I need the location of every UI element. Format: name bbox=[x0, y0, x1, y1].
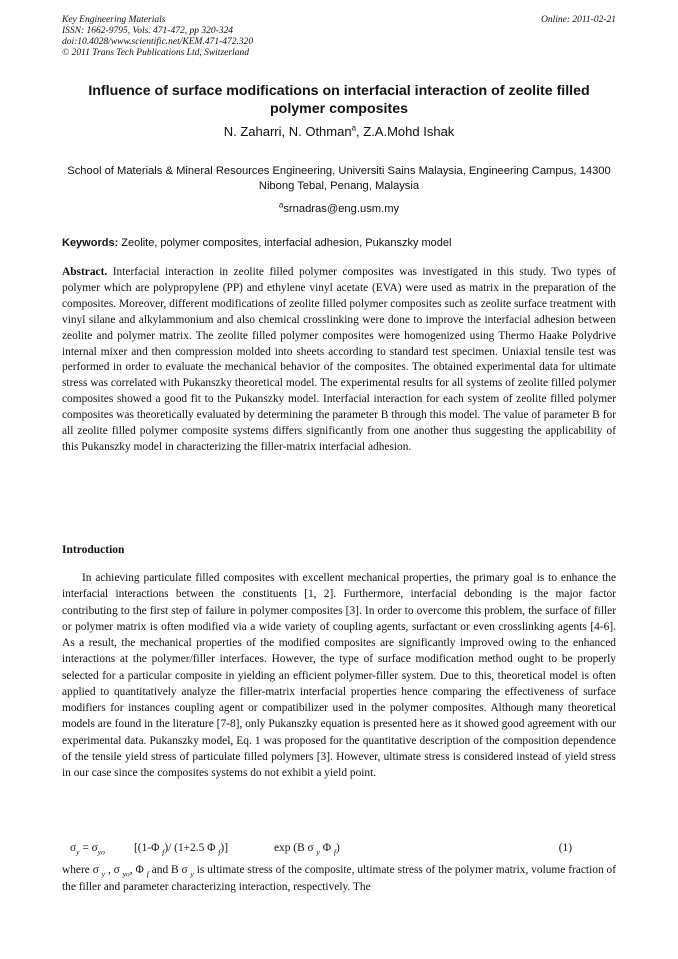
copyright-line: © 2011 Trans Tech Publications Ltd, Switzerland bbox=[62, 48, 249, 58]
affiliation-mark: a bbox=[351, 123, 357, 133]
abstract-text: Interfacial interaction in zeolite filled polymer composites was investigated in this study. Two types of polymer which are polypropylene (PP) and ethylene vinyl acetate (EVA) were used as matrix in the preparation of the composites. Moreover, different modifications of zeolite filled polymer composites such as zeolite surface treatment with vinyl silane and alkylammonium and also chemical crosslinking were done to improve the interfacial adhesion between zeolite and polymer matrix. The zeolite filled polymer composites were homogenized using Thermo Haake Polydrive internal mixer and then compression molded into sheets according to standard test specimen. Uniaxial tensile test was performed in order to evaluate the mechanical behavior of the composites. The obtained experimental data for ultimate stress was correlated with Pukanszky theoretical model. The experimental results for all systems of zeolite filled polymer composites showed a good fit to the Pukanszky model. Interfacial interaction for each system of zeolite filled polymer composites was theoretically evaluated by determining the parameter B through this model. The value of parameter B for all zeolite filled polymer composite systems differs significantly from one another thus suggesting the applicability of this Pukanszky model in characterizing the filler-matrix interfacial adhesion. bbox=[62, 266, 616, 453]
eq-sub-f: f bbox=[162, 847, 165, 857]
sep-1: , σ bbox=[105, 864, 123, 876]
author-names: N. Zaharri, N. Othman bbox=[223, 124, 352, 139]
eq-bracket-close: )] bbox=[220, 842, 229, 854]
eq-sub-y: y bbox=[76, 847, 80, 857]
equation-number: (1) bbox=[558, 842, 572, 854]
equation-1 bbox=[62, 840, 616, 858]
sub-y: y bbox=[101, 869, 106, 879]
eq-phi: Φ bbox=[319, 842, 334, 854]
equation-bracket bbox=[134, 840, 228, 856]
introduction-paragraph: In achieving particulate filled composites with excellent mechanical properties, the primary goal is to enhance the interfacial interactions between the constituents [1, 2]. Furthermore, interfacial debonding is the major factor contributing to the first step of failure in polymer composites [3]. In order to overcome this problem, the surface of filler or polymer matrix is often modified via a wide variety of coupling agents, surfactant or even crosslinking agents [4-6]. As a result, the mechanical properties of the modified composites are significantly improved owing to the enhanced interactions at the polymer/filler interfaces. However, the type of surface modification method ought to be properly selected for a particular composite in yielding an efficient polymer-filler system. Due to this, theoretical model is often applied to quantitatively analyze the filler-matrix interfacial properties hence comparing the effectiveness of surface modifiers for instances coupling agent or compatibilizer used in the polymer composites. Although many theoretical models are found in the literature [7-8], only Pukanszky equation is presented here as it showed good agreement with our experimental data. Pukanszky model, Eq. 1 was proposed for the quantitative description of the composition dependence of the tensile yield stress of particulate filled polymers [3]. However, ultimate stress is considered instead of yield stress in our case since the composites systems do not exhibit a yield point. bbox=[62, 572, 616, 779]
author-last: , Z.A.Mohd Ishak bbox=[356, 124, 455, 139]
affiliation: School of Materials & Mineral Resources Engineering, Universiti Sains Malaysia, Engineering Campus, 14300 Nibong Tebal, Penang, Malaysia bbox=[67, 165, 611, 192]
keywords-text: Zeolite, polymer composites, interfacial adhesion, Pukanszky model bbox=[118, 237, 452, 249]
eq-sub-f: f bbox=[333, 847, 336, 857]
keywords-label: Keywords: bbox=[62, 237, 119, 249]
eq-exp-close: ) bbox=[336, 842, 340, 854]
explanation-text: is ultimate stress of the composite, ultimate stress of the polymer matrix, volume fraction of the filler and parameter characterizing interaction, respectively. The bbox=[62, 864, 617, 893]
journal-name: Key Engineering Materials bbox=[62, 15, 166, 25]
sub-y: y bbox=[190, 869, 194, 879]
eq-sigma: σ bbox=[70, 842, 77, 854]
eq-sigma: σ bbox=[91, 842, 98, 854]
abstract bbox=[62, 265, 616, 456]
eq-bracket-open: [(1-Φ bbox=[134, 842, 163, 854]
equation-explanation bbox=[62, 862, 616, 896]
doi-line: doi:10.4028/www.scientific.net/KEM.471-472.320 bbox=[62, 37, 254, 47]
author-email bbox=[62, 202, 616, 217]
eq-equals: = bbox=[79, 842, 92, 854]
abstract-label: Abstract. bbox=[62, 266, 108, 278]
email-mark: a bbox=[278, 200, 284, 210]
paper-title: Influence of surface modifications on interfacial interaction of zeolite filled polymer composites bbox=[88, 83, 590, 117]
sub-f: f bbox=[146, 869, 149, 879]
where-text: where σ bbox=[62, 864, 102, 876]
introduction-heading: Introduction bbox=[62, 544, 125, 556]
email-address: srnadras@eng.usm.my bbox=[283, 203, 400, 215]
eq-sub-f: f bbox=[218, 847, 221, 857]
eq-sub-y: y bbox=[316, 847, 320, 857]
eq-sub-yo: yo bbox=[97, 847, 105, 857]
and-b: and B σ bbox=[148, 864, 191, 876]
author-list bbox=[62, 124, 616, 140]
issn-line: ISSN: 1662-9795, Vols. 471-472, pp 320-324 bbox=[62, 26, 233, 36]
eq-bracket-mid: )/ (1+2.5 Φ bbox=[164, 842, 219, 854]
eq-exp-open: exp (B σ bbox=[274, 842, 317, 854]
equation-lhs bbox=[70, 840, 105, 856]
sep-2: , Φ bbox=[129, 864, 147, 876]
sub-yo: yo bbox=[122, 869, 130, 879]
online-date: Online: 2011-02-21 bbox=[540, 15, 616, 25]
equation-exp bbox=[274, 840, 340, 856]
publication-info bbox=[62, 15, 616, 59]
keywords bbox=[62, 236, 616, 250]
